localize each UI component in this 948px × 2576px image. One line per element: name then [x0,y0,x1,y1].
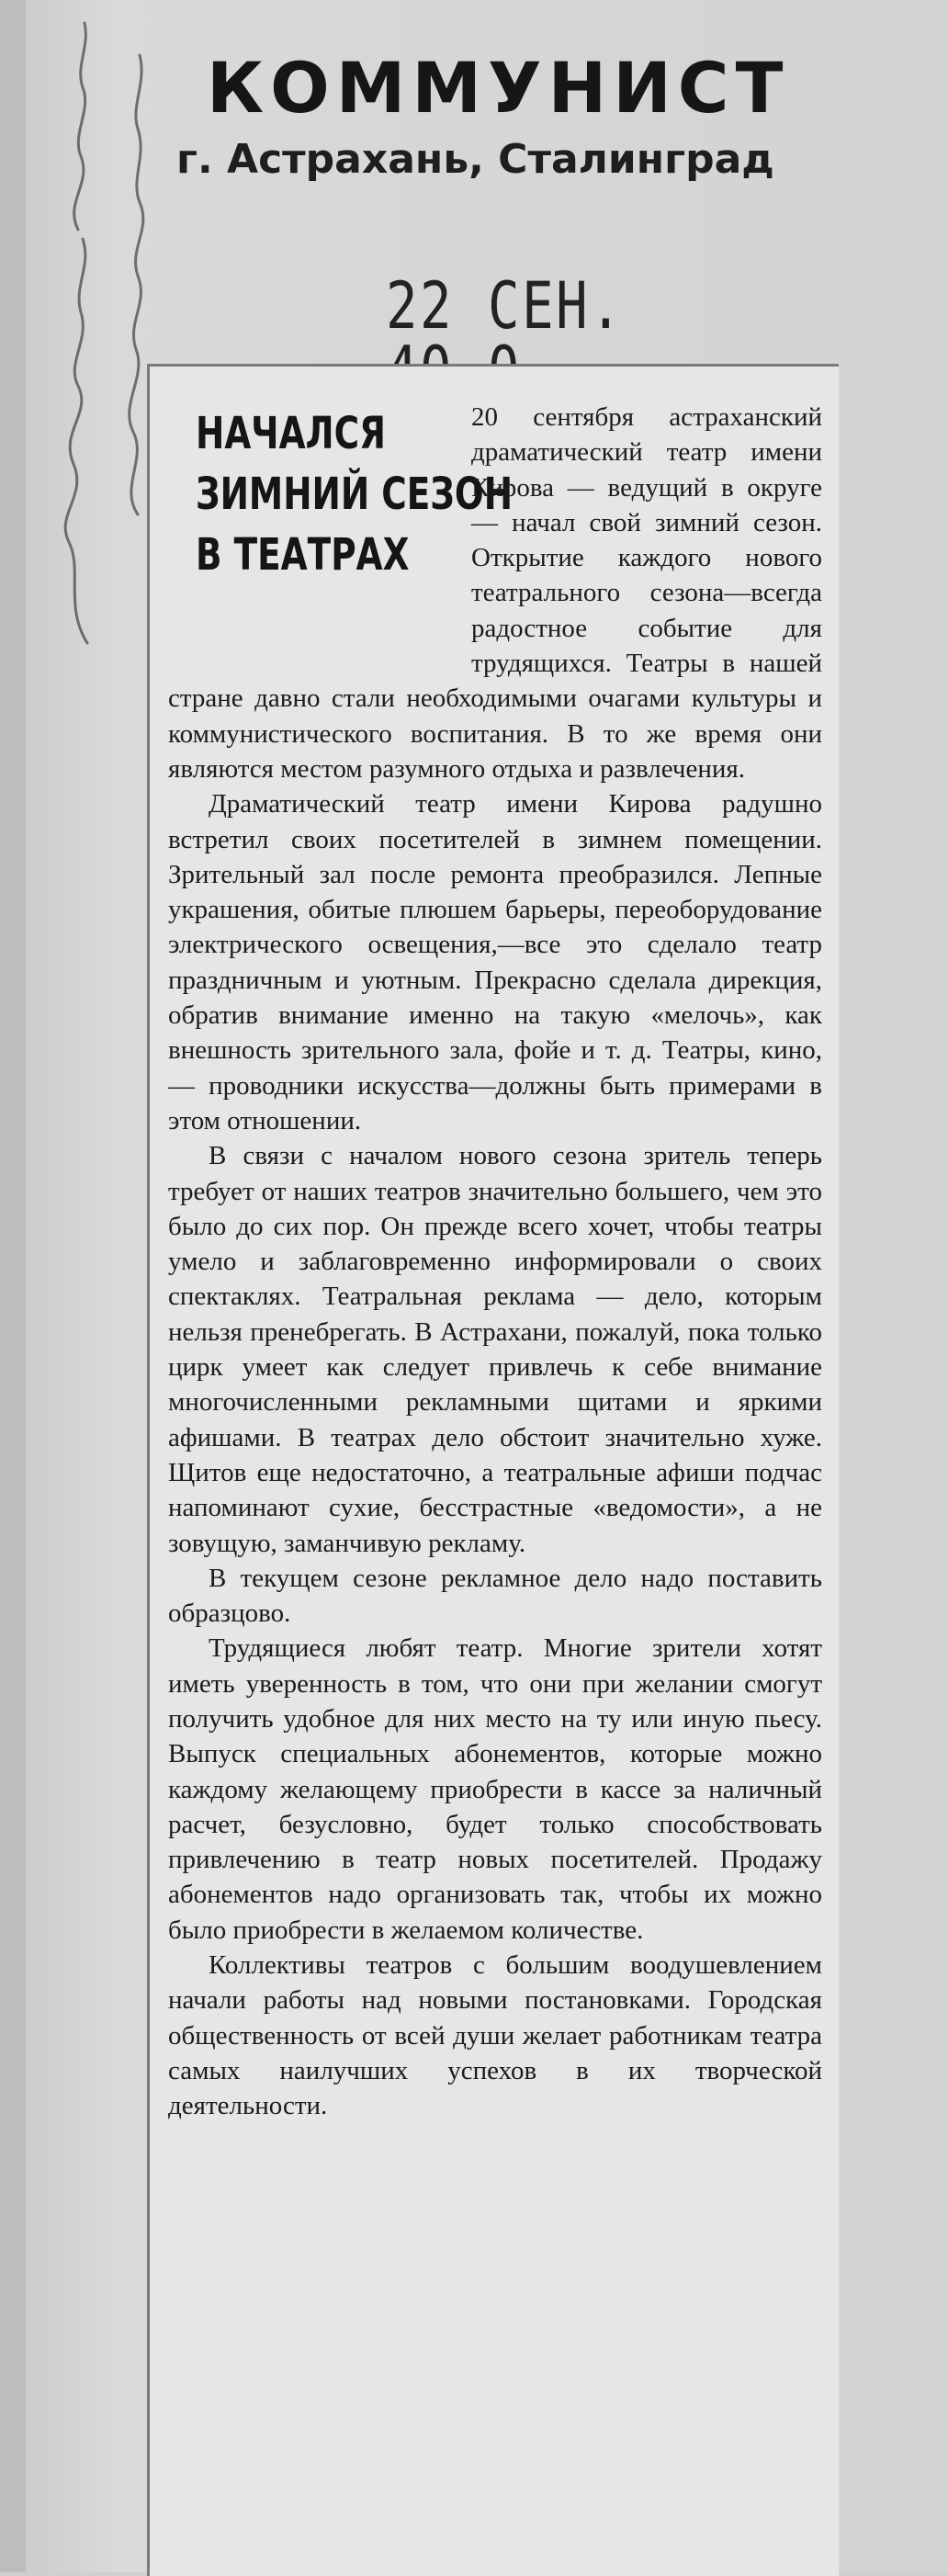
paragraph: В текущем сезоне рекламное дело надо поставить образцово. [168,1563,822,1629]
article-clipping [147,364,839,2576]
paragraph: Драматический театр имени Кирова радушно встретил своих посетителей в зимнем помещении. Зрительный зал после ремонта преобразился. Лепные украшения, обитые плюшем барьеры, переоборудование электрического освещения,—все это сделало театр праздничным и уютным. Прекрасно сделала дирекция, обратив внимание именно на такую «мелочь», как внешность зрительного зала, фойе и т. д. Театры, кино, — проводники искусства—должны быть примерами в этом отношении. [168,789,822,1135]
paragraph: 20 сентября астраханский драматический театр имени Кирова — ведущий в округе — начал свой зимний сезон. Открытие каждого нового театрального сезона—всегда радостное событие для трудящихся. Театры в нашей стране давно стали необходимыми очагами культуры и коммунистического воспитания. В то же время они являются местом разумного отдыха и развлечения. [168,402,822,784]
newspaper-title: КОММУНИСТ [207,47,790,129]
newspaper-city: г. Астрахань, Сталинград [176,136,774,183]
headline-line: В ТЕАТРАХ [196,529,410,581]
paragraph: Коллективы театров с большим воодушевлением начали работы над новыми постановками. Городская общественность от всей души желает работникам театра самых наилучших успехов в их творческой деятельности. [168,1950,822,2121]
headline-spacer [168,400,514,668]
article-body [168,400,822,2124]
date-stamp: 22 СЕН. [386,268,625,344]
headline-line: ЗИМНИЙ СЕЗОН [196,469,514,520]
paragraph: В связи с началом нового сезона зритель теперь требует от наших театров значительно большего, чем это было до сих пор. Он прежде всего хочет, чтобы театры умело и заблаговременно информировали о своих спектаклях. Театральная реклама — дело, которым нельзя пренебрегать. В Астрахани, пожалуй, пока только цирк умеет как следует привлечь к себе внимание многочисленными рекламными щитами и яркими афишами. В театрах дело обстоит значительно хуже. Щитов еще недостаточно, а театральные афиши подчас напоминают сухие, бесстрастные «ведомости», а не зовущую, заманчивую рекламу. [168,1141,822,1558]
paragraph: Трудящиеся любят театр. Многие зрители хотят иметь уверенность в том, что они при желании смогут получить удобное для них место на ту или иную пьесу. Выпуск специальных абонементов, которые можно каждому желающему приобрести в кассе за наличный расчет, безусловно, будет только способствовать привлечению в театр новых посетителей. Продажу абонементов надо организовать так, чтобы их можно было приобрести в желаемом количестве. [168,1633,822,1945]
headline-line: НАЧАЛСЯ [196,408,386,459]
